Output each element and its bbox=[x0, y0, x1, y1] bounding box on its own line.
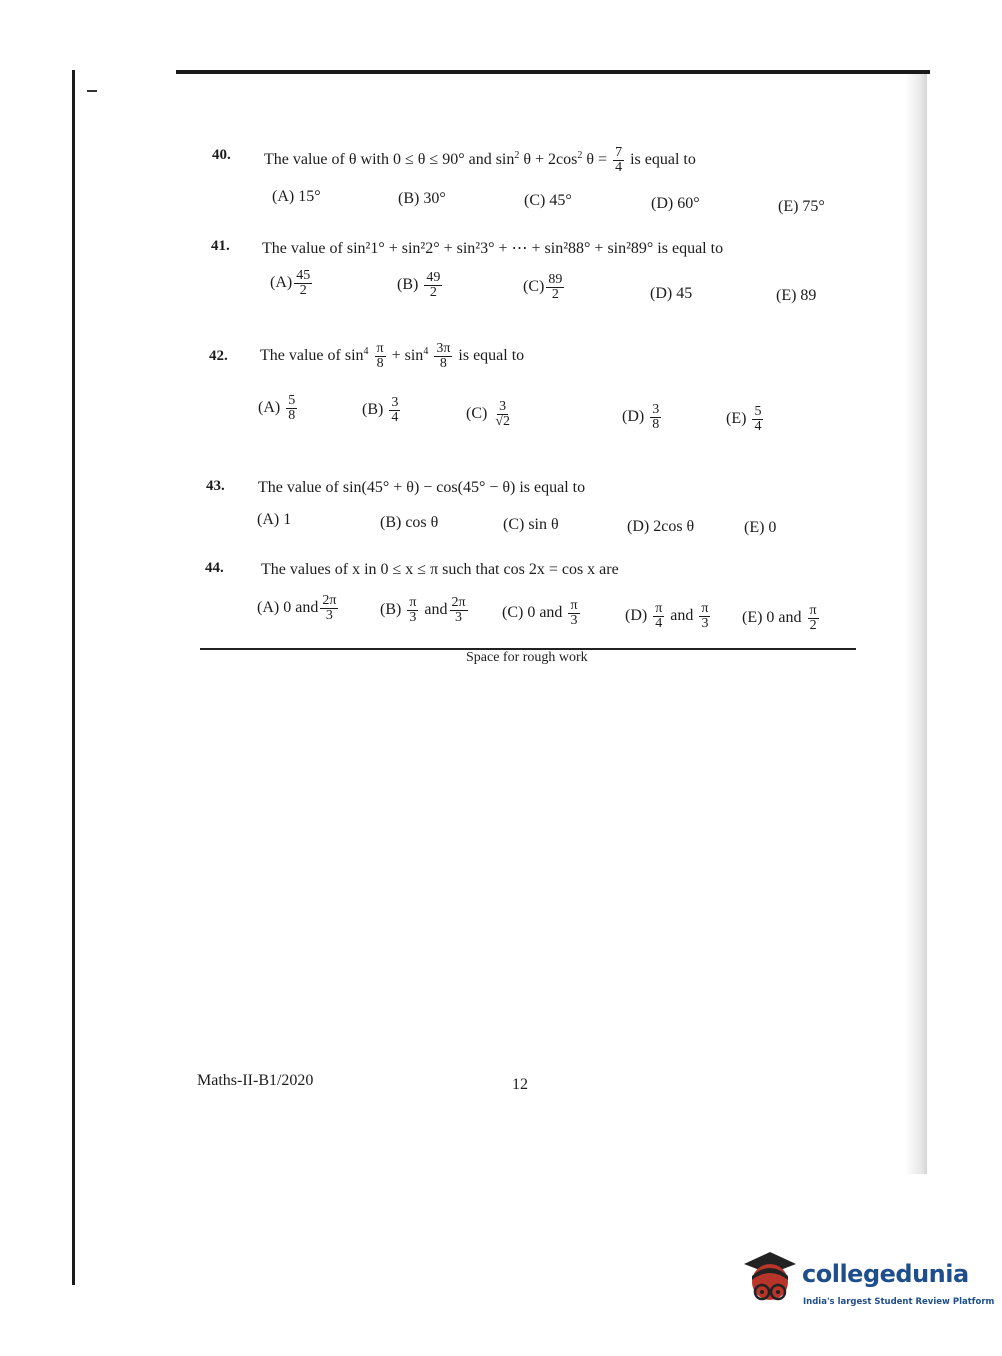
option-d: (D) 45 bbox=[650, 285, 693, 302]
mascot-logo-icon bbox=[740, 1248, 800, 1314]
top-border bbox=[176, 70, 930, 74]
question-42-text: The value of $\sin^4$ $\frac{\pi}{8}$ + $\sin^4$ $\frac{3\pi}{8}$ is equal to bbox=[260, 341, 525, 371]
brand-name: collegedunia bbox=[802, 1260, 969, 1288]
option-d: (D) $\frac{3}{8}$ bbox=[622, 402, 660, 432]
question-number: 43. bbox=[206, 478, 225, 494]
option-d: (D) $\frac{\pi}{4}$ and $\frac{\pi}{3}$ bbox=[625, 601, 709, 631]
rough-work-label: Space for rough work bbox=[466, 650, 588, 665]
option-c: (C) 0 and $\frac{\pi}{3}$ bbox=[502, 598, 578, 628]
option-a: (A) 0 and $\frac{2\pi}{3}$ bbox=[257, 593, 337, 623]
question-number: 42. bbox=[209, 348, 228, 364]
option-b: (B) 30° bbox=[398, 190, 446, 207]
option-e: (E) 89 bbox=[776, 287, 817, 304]
question-number: 40. bbox=[212, 147, 231, 163]
option-e: (E) 0 and $\frac{\pi}{2}$ bbox=[742, 603, 817, 633]
question-44-text: The values of x in 0 ≤ x ≤ π such that cos 2x = cos x are bbox=[261, 561, 619, 578]
question-43-text: The value of sin(45° + θ) − cos(45° − θ) is equal to bbox=[258, 479, 586, 496]
question-number: 44. bbox=[205, 560, 224, 576]
option-c: (C) $\frac{3}{√2}$ bbox=[466, 399, 511, 429]
page-number: 12 bbox=[512, 1076, 528, 1093]
margin-tick bbox=[87, 90, 97, 92]
question-41-text: The value of sin²1° + sin²2° + sin²3° + ⋯ + sin²88° + sin²89° is equal to bbox=[262, 240, 724, 257]
paper-code: Maths-II-B1/2020 bbox=[197, 1072, 314, 1089]
option-e: (E) $\frac{5}{4}$ bbox=[726, 404, 762, 434]
option-a: (A) $\frac{45}{2}$ bbox=[270, 268, 311, 298]
option-e: (E) 0 bbox=[744, 519, 777, 536]
option-b: (B) cos θ bbox=[380, 514, 439, 531]
option-a: (A) 1 bbox=[257, 511, 292, 528]
question-number: 41. bbox=[211, 238, 230, 254]
brand-watermark bbox=[740, 1248, 995, 1318]
option-b: (B) $\frac{49}{2}$ bbox=[397, 270, 441, 300]
option-c: (C) $\frac{89}{2}$ bbox=[523, 272, 563, 302]
option-a: (A) $\frac{5}{8}$ bbox=[258, 393, 296, 423]
option-d: (D) 60° bbox=[651, 195, 700, 212]
option-c: (C) 45° bbox=[524, 192, 572, 209]
question-40-text: The value of θ with 0 ≤ θ ≤ 90° and $\sin^2 \theta + 2\cos^2$ θ = $\frac{7}{4}$ is equal to bbox=[264, 145, 696, 175]
option-c: (C) sin θ bbox=[503, 516, 559, 533]
left-border bbox=[72, 70, 75, 1285]
option-d: (D) 2cos θ bbox=[627, 518, 695, 535]
option-b: (B) $\frac{\pi}{3}$ and $\frac{2\pi}{3}$ bbox=[380, 595, 466, 625]
scan-shadow bbox=[905, 74, 927, 1174]
option-e: (E) 75° bbox=[778, 198, 825, 215]
brand-tagline: India's largest Student Review Platform bbox=[803, 1297, 995, 1307]
option-a: (A) 15° bbox=[272, 188, 321, 205]
option-b: (B) $\frac{3}{4}$ bbox=[362, 395, 399, 425]
